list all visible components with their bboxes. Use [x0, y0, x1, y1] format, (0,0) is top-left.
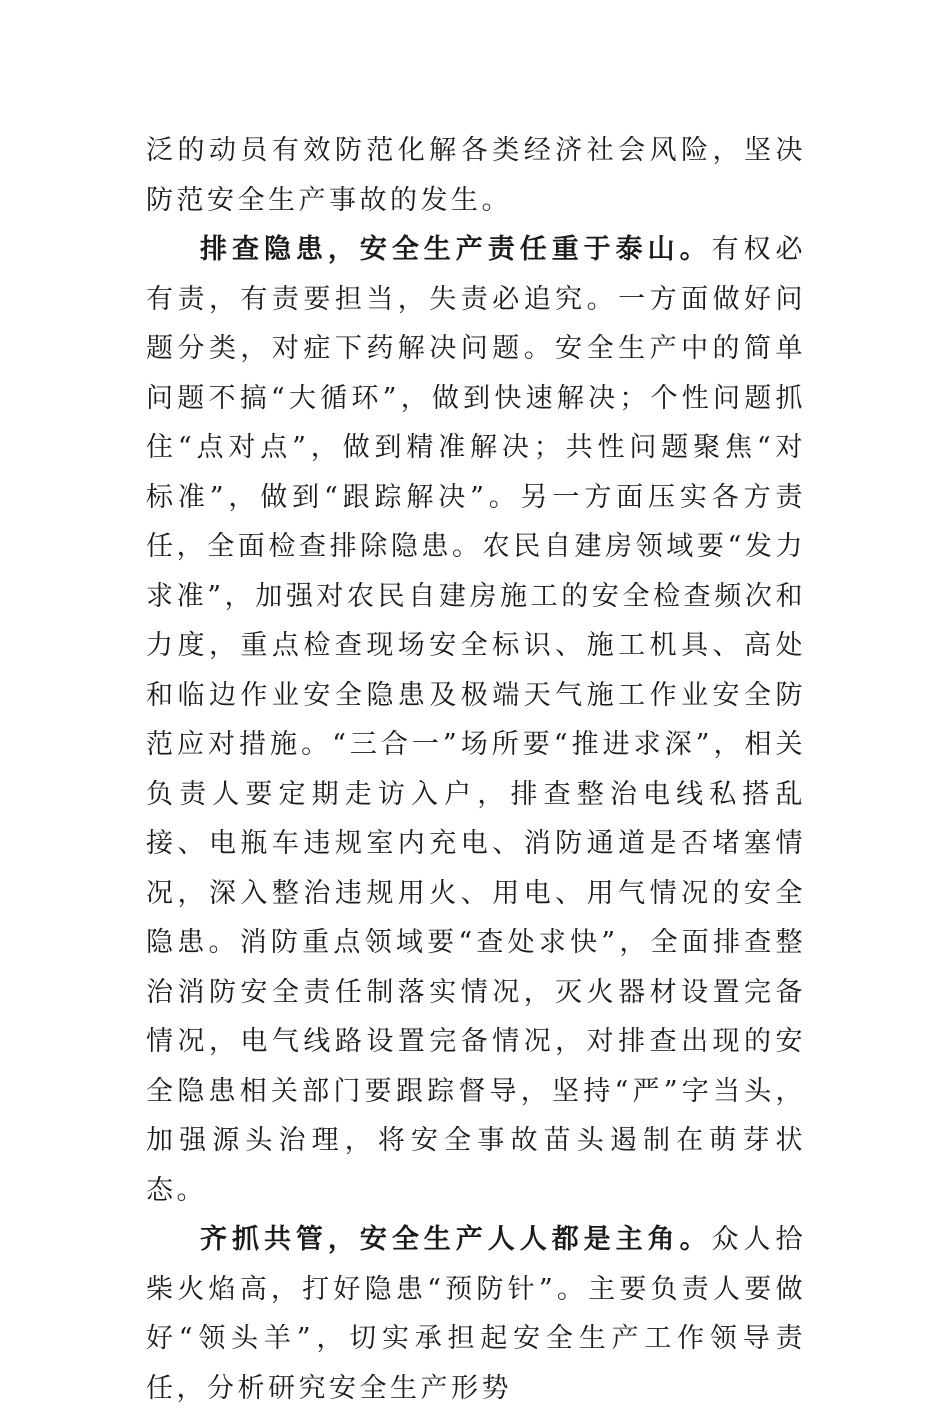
paragraph-lead-heading: 齐抓共管，安全生产人人都是主角。 [200, 1224, 712, 1255]
document-body [146, 126, 806, 1413]
paragraph-continuation [146, 126, 806, 225]
paragraph-lead-heading: 排查隐患，安全生产责任重于泰山。 [200, 234, 712, 265]
paragraph-text: 泛的动员有效防范化解各类经济社会风险，坚决防范安全生产事故的发生。 [146, 135, 806, 216]
paragraph-text: 有权必有责，有责要担当，失责必追究。一方面做好问题分类，对症下药解决问题。安全生产中的简单问题不搞“大循环”，做到快速解决；个性问题抓住“点对点”，做到精准解决；共性问题聚焦“对标准”，做到“跟踪解决”。另一方面压实各方责任，全面检查排除隐患。农民自建房领域要“发力求准”，加强对农民自建房施工的安全检查频次和力度，重点检查现场安全标识、施工机具、高处和临边作业安全隐患及极端天气施工作业安全防范应对措施。“三合一”场所要“推进求深”，相关负责人要定期走访入户，排查整治电线私搭乱接、电瓶车违规室内充电、消防通道是否堵塞情况，深入整治违规用火、用电、用气情况的安全隐患。消防重点领域要“查处求快”，全面排查整治消防安全责任制落实情况，灭火器材设置完备情况，电气线路设置完备情况，对排查出现的安全隐患相关部门要跟踪督导，坚持“严”字当头，加强源头治理，将安全事故苗头遏制在萌芽状态。 [146, 234, 807, 1206]
paragraph-hazard-investigation [146, 225, 806, 1215]
paragraph-joint-management [146, 1215, 806, 1413]
paragraph-text: 众人拾柴火焰高，打好隐患“预防针”。主要负责人要做好“领头羊”，切实承担起安全生产工作领导责任，分析研究安全生产形势 [146, 1224, 807, 1404]
